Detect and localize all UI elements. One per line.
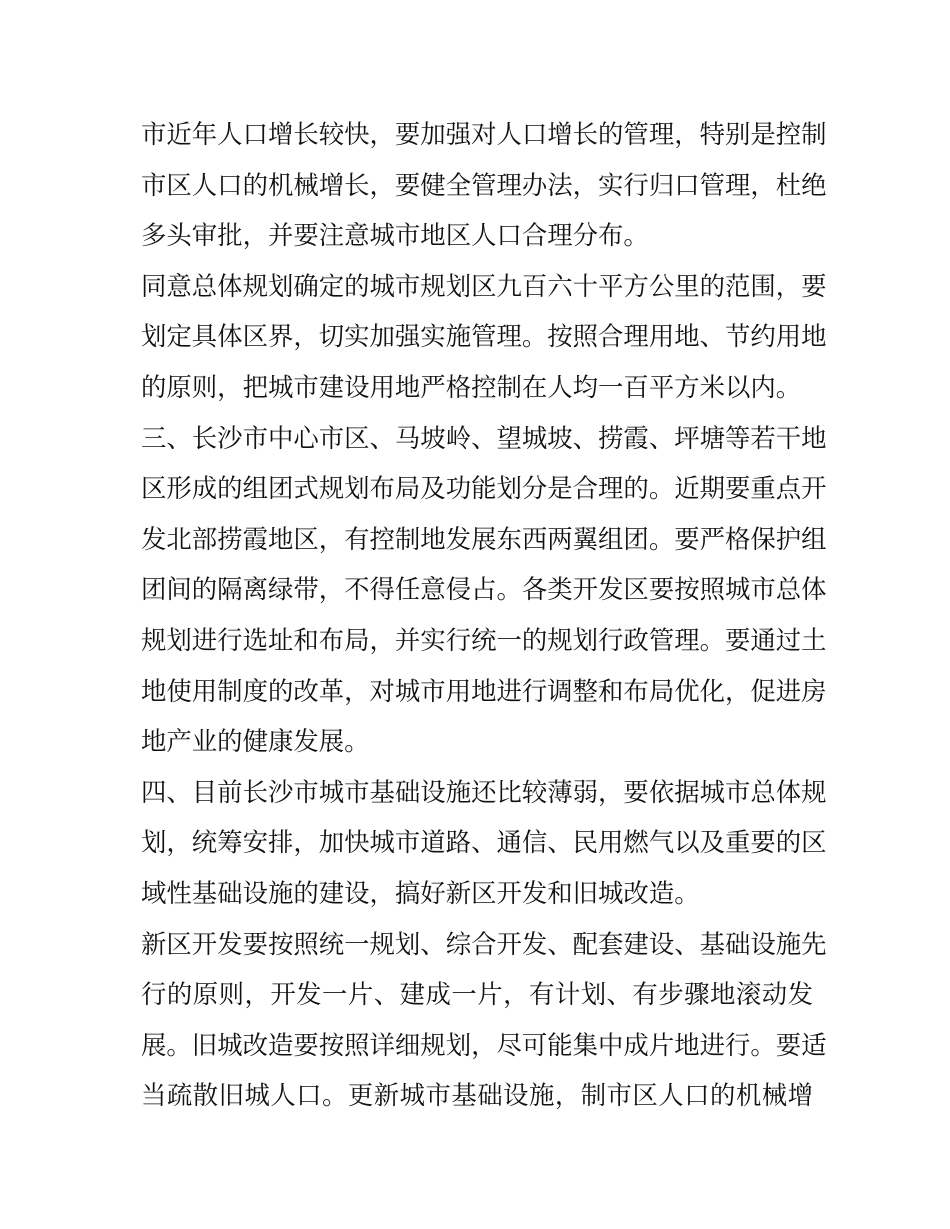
text-line-7: 三、长沙市中心市区、马坡岭、望城坡、捞霞、坪塘等若干地	[141, 422, 827, 453]
body-text	[141, 109, 827, 1121]
text-line-8: 区形成的组团式规划布局及功能划分是合理的。近期要重点开	[141, 473, 827, 504]
text-line-3: 多头审批，并要注意城市地区人口合理分布。	[141, 220, 649, 251]
text-line-6: 的原则，把城市建设用地严格控制在人均一百平方米以内。	[141, 371, 802, 402]
text-line-4: 同意总体规划确定的城市规划区九百六十平方公里的范围，要	[141, 270, 827, 301]
text-line-1: 市近年人口增长较快，要加强对人口增长的管理，特别是控制	[141, 119, 827, 149]
text-line-9: 发北部捞霞地区，有控制地发展东西两翼组团。要严格保护组	[141, 523, 827, 554]
text-line-12: 地使用制度的改革，对城市用地进行调整和布局优化，促进房	[141, 675, 827, 706]
text-line-15: 划，统筹安排，加快城市道路、通信、民用燃气以及重要的区	[141, 827, 827, 858]
text-line-17: 新区开发要按照统一规划、综合开发、配套建设、基础设施先	[141, 928, 827, 959]
text-line-16: 域性基础设施的建设，搞好新区开发和旧城改造。	[141, 877, 700, 908]
text-line-11: 规划进行选址和布局，并实行统一的规划行政管理。要通过土	[141, 624, 827, 655]
text-line-18: 行的原则，开发一片、建成一片，有计划、有步骤地滚动发	[141, 979, 813, 1010]
text-line-13: 地产业的健康发展。	[141, 726, 370, 757]
text-line-19: 展。旧城改造要按照详细规划，尽可能集中成片地进行。要适	[141, 1029, 827, 1060]
text-line-14: 四、目前长沙市城市基础设施还比较薄弱，要依据城市总体规	[141, 776, 827, 807]
text-line-5: 划定具体区界，切实加强实施管理。按照合理用地、节约用地	[141, 321, 827, 352]
text-line-20: 当疏散旧城人口。更新城市基础设施，制市区人口的机械增	[141, 1080, 813, 1111]
text-line-10: 团间的隔离绿带，不得任意侵占。各类开发区要按照城市总体	[141, 574, 827, 605]
text-line-2: 市区人口的机械增长，要健全管理办法，实行归口管理，杜绝	[141, 169, 827, 200]
